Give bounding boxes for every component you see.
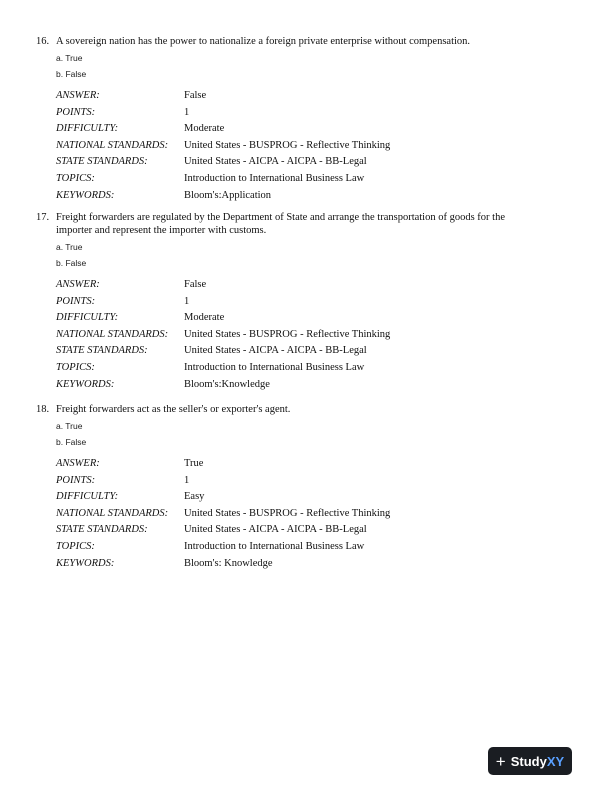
meta-keywords: KEYWORDS: Bloom's:Application bbox=[56, 189, 272, 201]
meta-state-standards: STATE STANDARDS: United States - AICPA - AICPA - BB-Legal bbox=[56, 156, 367, 168]
metadata-table bbox=[56, 456, 576, 572]
options-list bbox=[56, 418, 576, 450]
meta-state-standards: STATE STANDARDS: United States - AICPA - AICPA - BB-Legal bbox=[56, 345, 367, 357]
option-true: a. True bbox=[56, 53, 83, 63]
question-body: A sovereign nation has the power to nationalize a foreign private enterprise without compensation. bbox=[56, 36, 471, 47]
meta-difficulty: DIFFICULTY: Moderate bbox=[56, 312, 225, 324]
meta-national-standards: NATIONAL STANDARDS: United States - BUSPROG - Reflective Thinking bbox=[56, 328, 391, 340]
meta-difficulty: DIFFICULTY: Moderate bbox=[56, 123, 225, 135]
metadata-table bbox=[56, 277, 576, 393]
question-text bbox=[36, 403, 576, 416]
meta-points: POINTS: 1 bbox=[56, 474, 190, 486]
meta-keywords: KEYWORDS: Bloom's:Knowledge bbox=[56, 378, 270, 390]
studyxy-badge[interactable] bbox=[488, 747, 572, 775]
meta-national-standards: NATIONAL STANDARDS: United States - BUSPROG - Reflective Thinking bbox=[56, 139, 391, 151]
question-text bbox=[36, 211, 576, 237]
option-false: b. False bbox=[56, 437, 87, 447]
plus-icon: + bbox=[495, 751, 506, 771]
meta-topics: TOPICS: Introduction to International Business Law bbox=[56, 540, 365, 552]
question-17 bbox=[36, 211, 576, 393]
option-false: b. False bbox=[56, 258, 87, 268]
meta-points: POINTS: 1 bbox=[56, 295, 190, 307]
meta-national-standards: NATIONAL STANDARDS: United States - BUSPROG - Reflective Thinking bbox=[56, 507, 391, 519]
option-true: a. True bbox=[56, 421, 83, 431]
question-number: 18. bbox=[36, 404, 50, 415]
question-body-line2: importer and represent the importer with customs. bbox=[56, 225, 267, 236]
metadata-table bbox=[56, 88, 576, 204]
options-list bbox=[56, 50, 576, 82]
brand-name-accent: XY bbox=[546, 753, 565, 769]
question-text bbox=[36, 35, 576, 48]
question-body: Freight forwarders act as the seller's or exporter's agent. bbox=[56, 404, 291, 415]
meta-keywords: KEYWORDS: Bloom's: Knowledge bbox=[56, 557, 273, 569]
question-number: 16. bbox=[36, 36, 50, 47]
meta-answer: ANSWER: False bbox=[56, 90, 207, 101]
question-number: 17. bbox=[36, 212, 50, 223]
brand-name-main: Study bbox=[510, 753, 547, 769]
question-16 bbox=[36, 35, 576, 204]
meta-state-standards: STATE STANDARDS: United States - AICPA - AICPA - BB-Legal bbox=[56, 524, 367, 536]
option-true: a. True bbox=[56, 242, 83, 252]
question-18 bbox=[36, 403, 576, 572]
meta-answer: ANSWER: True bbox=[56, 458, 204, 469]
meta-topics: TOPICS: Introduction to International Business Law bbox=[56, 172, 365, 184]
option-false: b. False bbox=[56, 69, 87, 79]
meta-topics: TOPICS: Introduction to International Business Law bbox=[56, 361, 365, 373]
meta-difficulty: DIFFICULTY: Easy bbox=[56, 491, 205, 503]
meta-points: POINTS: 1 bbox=[56, 106, 190, 118]
question-body-line1: Freight forwarders are regulated by the Department of State and arrange the transportation of goods for the bbox=[56, 212, 506, 223]
meta-answer: ANSWER: False bbox=[56, 279, 207, 290]
options-list bbox=[56, 239, 576, 271]
